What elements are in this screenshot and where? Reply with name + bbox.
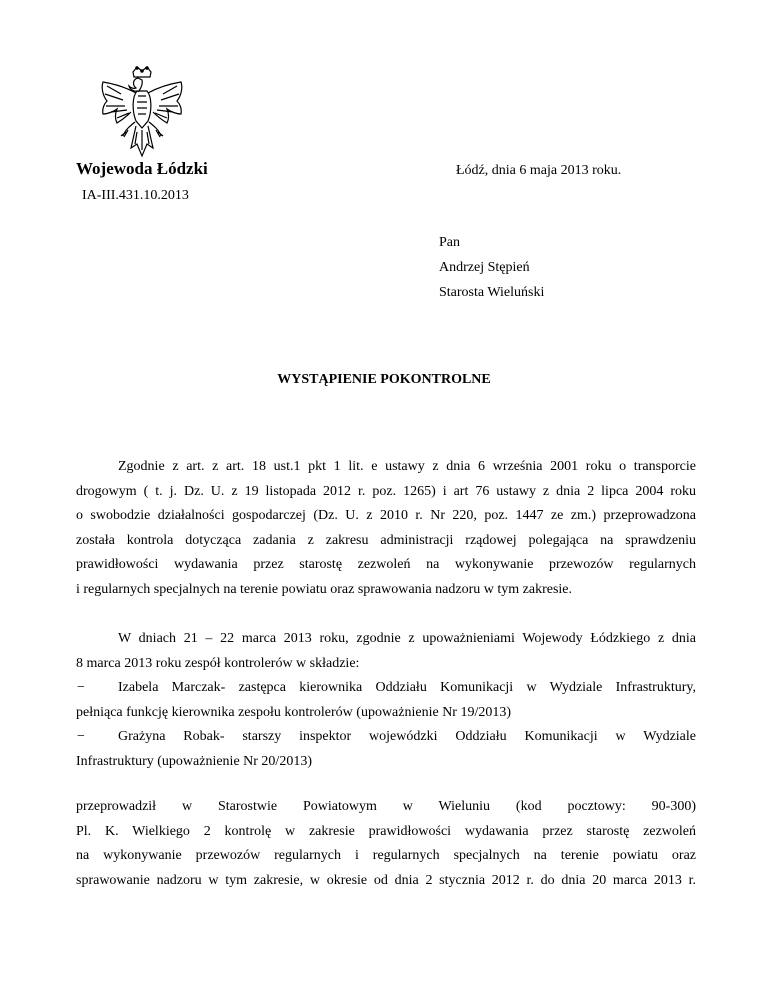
paragraph-line: na wykonywanie przewozów regularnych i regularnych specjalnych na terenie powiatu oraz [76,848,696,864]
paragraph-line: W dniach 21 – 22 marca 2013 roku, zgodnie z upoważnieniami Wojewody Łódzkiego z dnia [118,631,696,646]
bullet-dash: − [77,729,85,745]
addressee-salutation: Pan [439,235,460,250]
paragraph-inspection-team [76,627,696,775]
place-and-date: Łódź, dnia 6 maja 2013 roku. [456,163,622,178]
paragraph-line: i regularnych specjalnych na terenie powiatu oraz sprawowania nadzoru w tym zakresie. [76,581,573,597]
document-title: WYSTĄPIENIE POKONTROLNE [277,372,491,387]
polish-eagle-emblem [93,66,191,162]
bullet-continuation: Infrastruktury (upoważnienie Nr 20/2013) [76,753,312,769]
paragraph-line: przeprowadził w Starostwie Powiatowym w Wieluniu (kod pocztowy: 90-300) [76,799,696,814]
reference-number: IA-III.431.10.2013 [82,188,189,203]
bullet-dash: − [77,680,85,696]
paragraph-line: o swobodzie działalności gospodarczej (Dz. U. z 2010 r. Nr 220, poz. 1447 ze zm.) przeprowadzona [76,508,696,524]
paragraph-line: Pl. K. Wielkiego 2 kontrolę w zakresie prawidłowości wydawania przez starostę zezwoleń [76,823,696,839]
paragraph-inspection-scope [76,795,696,893]
bullet-item [76,725,696,750]
paragraph-legal-basis [76,455,696,603]
bullet-item [76,676,696,701]
authority-name: Wojewoda Łódzki [76,159,208,178]
bullet-continuation: pełniąca funkcję kierownika zespołu kontrolerów (upoważnienie Nr 19/2013) [76,704,512,720]
addressee-position: Starosta Wieluński [439,285,545,300]
paragraph-line: Zgodnie z art. z art. 18 ust.1 pkt 1 lit. e ustawy z dnia 6 września 2001 roku o transporcie [118,459,696,474]
paragraph-line: sprawowanie nadzoru w tym zakresie, w okresie od dnia 2 stycznia 2012 r. do dnia 20 marca 2013 r. [76,872,696,888]
addressee-name: Andrzej Stępień [439,260,530,275]
paragraph-line: 8 marca 2013 roku zespół kontrolerów w składzie: [76,655,360,671]
paragraph-line: prawidłowości wydawania przez starostę zezwoleń na wykonywanie przewozów regularnych [76,557,696,573]
paragraph-line: została kontrola dotycząca zadania z zakresu administracji rządowej polegająca na sprawdzeniu [76,532,696,548]
paragraph-line: drogowym ( t. j. Dz. U. z 19 listopada 2012 r. poz. 1265) i art 76 ustawy z dnia 2 lipca 2004 roku [76,483,696,499]
bullet-text: Grażyna Robak- starszy inspektor wojewódzki Oddziału Komunikacji w Wydziale [118,729,696,745]
bullet-text: Izabela Marczak- zastępca kierownika Oddziału Komunikacji w Wydziale Infrastruktury, [118,680,696,696]
